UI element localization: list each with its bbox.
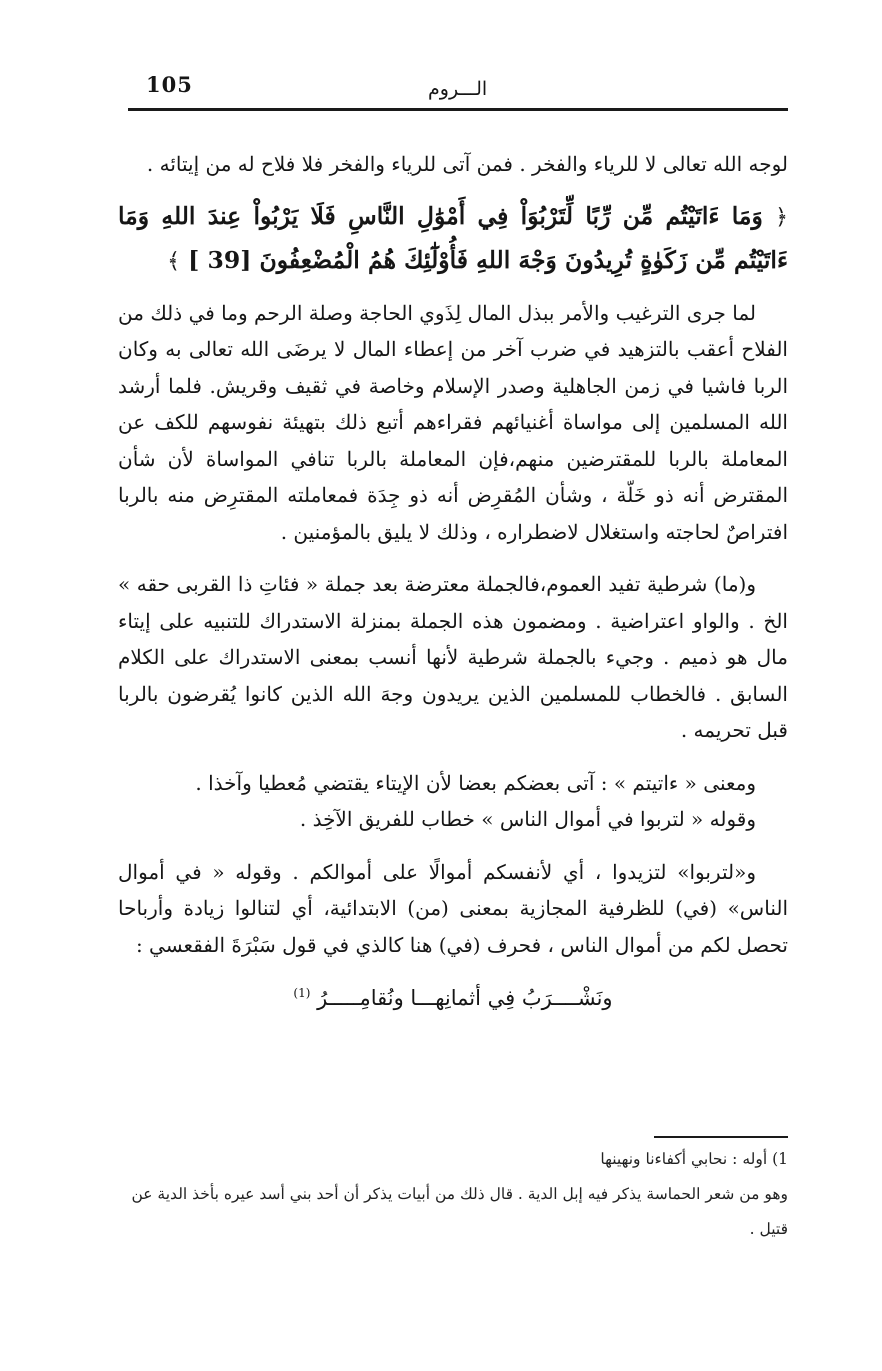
header-rule xyxy=(128,108,788,111)
footnote-rule xyxy=(654,1136,788,1138)
paragraph-4: ومعنى « ءاتيتم » : آتى بعضكم بعضا لأن الإيتاء يقتضي مُعطيا وآخذا . xyxy=(195,770,756,795)
verse-open-bracket: ﴿ xyxy=(775,204,788,230)
footnotes xyxy=(118,1142,788,1247)
page-header xyxy=(128,64,788,108)
verse-text: وَمَا ءَاتَيْتُم مِّن رِّبًا لِّتَرْبُوَاْ فِي أَمْوَٰلِ النَّاسِ فَلَا يَرْبُواْ عِندَ اللهِ وَمَا ءَاتَيْتُم مِّن زَكَوٰةٍ تُرِيدُونَ وَجْهَ اللهِ فَأُوْلَٰٓئِكَ هُمُ الْمُضْعِفُونَ xyxy=(118,201,788,274)
paragraph-3: و(ما) شرطية تفيد العموم،فالجملة معترضة بعد جملة « فئاتِ ذا القربى حقه » الخ . والواو اعتراضية . ومضمون هذه الجملة بمنزلة الاستدراك للتنبيه على إيتاء مال هو ذميم . وجيء بالجملة شرطية لأنها أنسب بمعنى الاستدراك على الكلام السابق . فالخطاب للمسلمين الذين يريدون وجهَ الله الذين كانوا يُقرضون بالربا قبل تحريمه . xyxy=(118,572,788,742)
running-head: الـــروم xyxy=(428,78,488,100)
quran-verse xyxy=(118,195,788,283)
verse-close-bracket: ﴾ xyxy=(167,248,180,274)
footnote-1: 1) أوله : نحابي أكفاءنا ونهينها xyxy=(600,1150,788,1168)
paragraph-1: لوجه الله تعالى لا للرياء والفخر . فمن آتى للرياء والفخر فلا فلاح له من إيتائه . xyxy=(146,152,788,176)
paragraph-6: و«لتربوا» لتزيدوا ، أي لأنفسكم أموالًا على أموالكم . وقوله « في أموال الناس» (في) للظرفية المجازية بمعنى (من) الابتدائية، أي لتنالوا زيادة وأرباحا تحصل لكم من أموال الناس ، فحرف (في) هنا كالذي في قول سَبْرَةَ الفقعسي : xyxy=(118,859,788,957)
paragraph-2: لما جرى الترغيب والأمر ببذل المال لِذَوي الحاجة وصلة الرحم وما في ذلك من الفلاح أعقب بالتزهيد في ضرب آخر من إعطاء المال لا يرضَى الله تعالى به وكان الربا فاشيا في زمن الجاهلية وصدر الإسلام وخاصة في ثقيف وقريش. فلما أرشد الله المسلمين إلى مواساة أغنيائهم فقراءهم أتبع ذلك بتهيئة نفوسهم للكف عن المعاملة بالربا للمقترضين منهم،فإن المعاملة بالربا تنافي المواساة لأن شأن المقترض أنه ذو خَلّة ، وشأن المُقرِض أنه ذو جِدَة فمعاملته المقترِض منه بالربا افتراصٌ لحاجته واستغلال لاضطراره ، وذلك لا يليق بالمؤمنين . xyxy=(118,300,788,544)
verse-number: [39 ] xyxy=(188,245,252,274)
poem-line xyxy=(118,975,788,1017)
page-number: 105 xyxy=(146,72,193,97)
footnote-ref[interactable]: (1) xyxy=(293,986,311,1000)
paragraph-5: وقوله « لتربوا في أموال الناس » خطاب للفريق الآخِذ . xyxy=(299,807,756,831)
body-text xyxy=(118,146,788,1017)
poem-text: ونَشْــــرَبُ فِي أثمانِهـــا ونُقامِـــــرُ xyxy=(317,986,613,1010)
footnote-1-continued: وهو من شعر الحماسة يذكر فيه إبل الدية . قال ذلك من أبيات يذكر أن أحد بني أسد عيره بأخذ الدية عن قتيل . xyxy=(131,1185,788,1238)
